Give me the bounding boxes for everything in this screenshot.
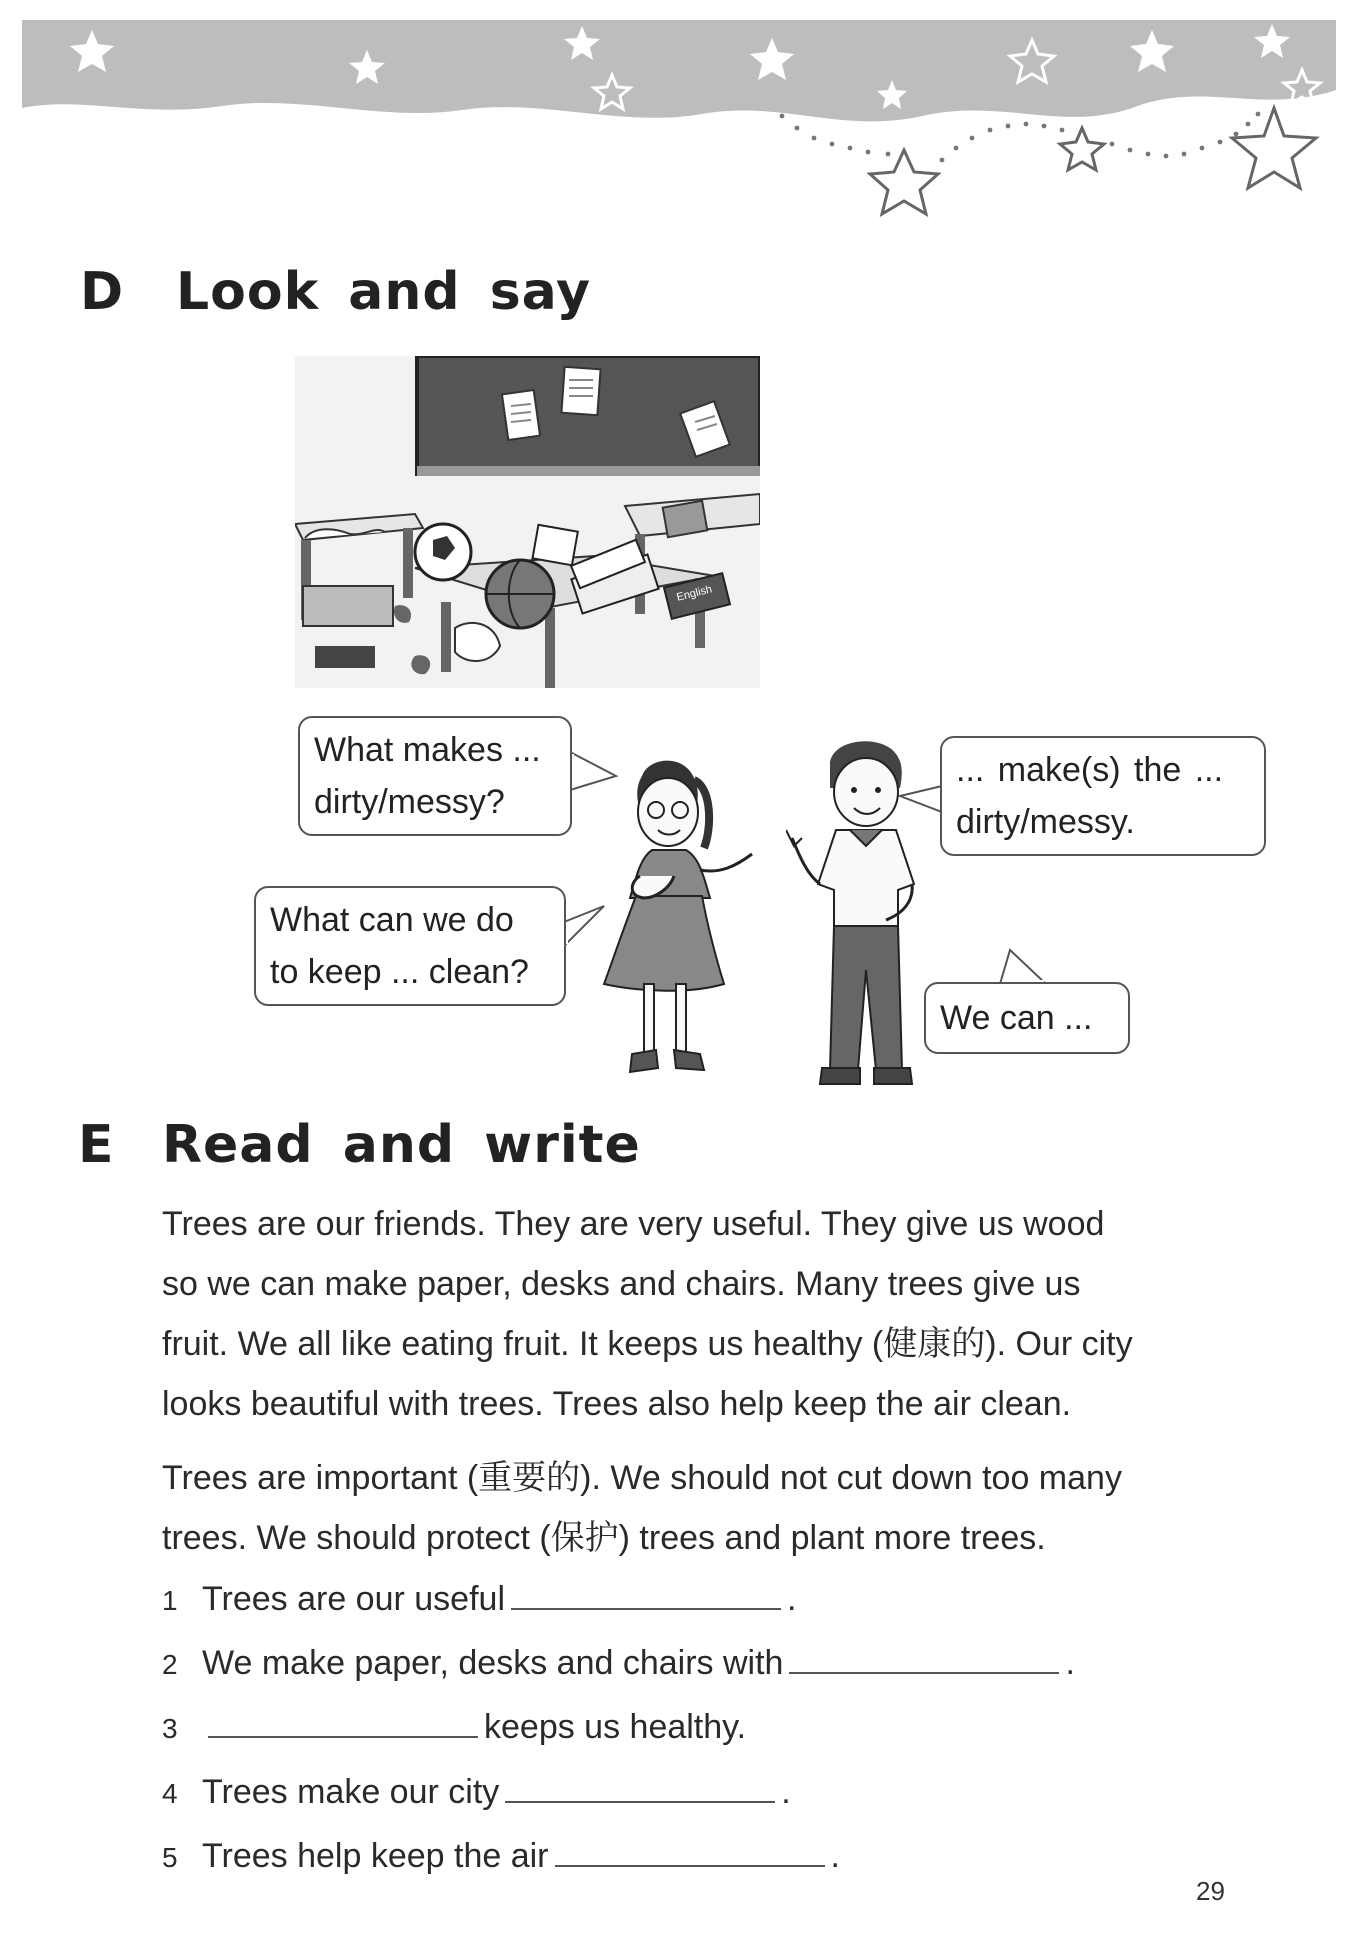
question-2: [162, 1638, 1075, 1688]
question-5: [162, 1831, 840, 1881]
question-text: Trees are our useful: [202, 1580, 505, 1618]
paragraph-line: Trees are important (重要的). We should not cut down too many: [162, 1459, 1122, 1497]
section-d-heading: [80, 262, 591, 322]
speech-bubble-what-makes: [298, 716, 572, 836]
question-text-after: .: [1065, 1644, 1075, 1682]
speech-bubble-makes-messy: [940, 736, 1266, 856]
question-number: 5: [162, 1842, 178, 1873]
question-text: Trees help keep the air: [202, 1837, 549, 1875]
question-number: 3: [162, 1713, 178, 1744]
bubble-line: We can ...: [940, 999, 1093, 1037]
answer-blank[interactable]: [208, 1702, 478, 1738]
bubble-line: to keep ... clean?: [270, 953, 529, 991]
section-e-letter: E: [78, 1115, 115, 1175]
answer-blank[interactable]: [789, 1638, 1059, 1674]
page-number: 29: [1196, 1876, 1225, 1906]
answer-blank[interactable]: [511, 1574, 781, 1610]
answer-blank[interactable]: [505, 1767, 775, 1803]
bubble-line: What makes ...: [314, 731, 541, 769]
question-text-after: .: [787, 1580, 797, 1618]
speech-bubble-we-can: [924, 982, 1130, 1054]
answer-blank[interactable]: [555, 1831, 825, 1867]
question-text-after: keeps us healthy.: [484, 1708, 747, 1746]
paragraph-line: fruit. We all like eating fruit. It keeps us healthy (健康的). Our city: [162, 1325, 1133, 1363]
question-number: 2: [162, 1649, 178, 1680]
question-1: [162, 1574, 796, 1624]
speech-bubble-what-can-we-do: [254, 886, 566, 1006]
section-d-letter: D: [80, 262, 125, 322]
question-4: [162, 1767, 791, 1817]
question-text: We make paper, desks and chairs with: [202, 1644, 784, 1682]
bubble-line: dirty/messy.: [956, 803, 1135, 841]
question-text-after: .: [830, 1837, 840, 1875]
boy-illustration: [786, 734, 946, 1090]
question-number: 1: [162, 1585, 178, 1616]
reading-paragraph-1: [162, 1194, 1133, 1434]
section-d-title: Look and say: [176, 262, 592, 322]
question-text-after: .: [781, 1773, 791, 1811]
reading-paragraph-2: [162, 1448, 1122, 1568]
english-book-label: English: [675, 583, 714, 604]
paragraph-line: looks beautiful with trees. Trees also help keep the air clean.: [162, 1385, 1072, 1423]
question-number: 4: [162, 1778, 178, 1809]
messy-classroom-illustration: [295, 356, 760, 688]
section-e-title: Read and write: [162, 1115, 641, 1175]
paragraph-line: trees. We should protect (保护) trees and plant more trees.: [162, 1519, 1046, 1557]
paragraph-line: Trees are our friends. They are very useful. They give us wood: [162, 1205, 1105, 1243]
question-text: Trees make our city: [202, 1773, 500, 1811]
paragraph-line: so we can make paper, desks and chairs. Many trees give us: [162, 1265, 1081, 1303]
star-banner: [22, 20, 1336, 220]
bubble-line: dirty/messy?: [314, 783, 505, 821]
section-e-heading: [78, 1115, 641, 1175]
girl-illustration: [600, 758, 760, 1084]
bubble-line: ... make(s) the ...: [956, 751, 1224, 789]
bubble-line: What can we do: [270, 901, 514, 939]
question-3: [162, 1702, 746, 1752]
